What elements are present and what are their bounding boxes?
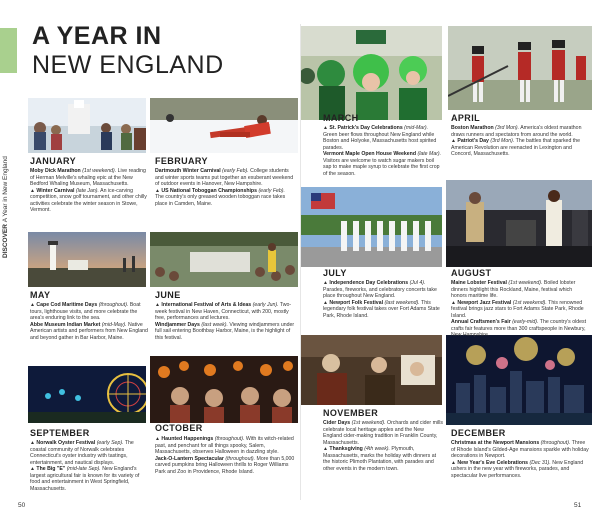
triangle-icon: ▲	[30, 302, 35, 308]
event-entry: Cider Days (1st weekend). Orchards and cider mills celebrate local heritage apples and the New England cider-making tradition in Franklin County, Massachusetts.	[323, 420, 443, 446]
september-heading: SEPTEMBER	[30, 428, 90, 438]
triangle-icon: ▲	[30, 466, 35, 472]
march-heading: MARCH	[323, 113, 359, 123]
event-entry: Vermont Maple Open House Weekend (late Mar). Visitors are welcome to watch sugar makers boil sap to make maple syrup to celebrate the first crop of the season.	[323, 151, 442, 177]
december-photo	[446, 335, 592, 425]
december-heading: DECEMBER	[451, 428, 506, 438]
january-heading: JANUARY	[30, 156, 76, 166]
triangle-icon: ▲	[323, 125, 328, 131]
triangle-icon: ▲	[155, 436, 160, 442]
event-entry: ▲ St. Patrick's Day Celebrations (mid-Mar). Green beer flows throughout New England while Boston and Holyoke, Massachusetts host spirited parades.	[323, 125, 437, 151]
spine-label-rest: A Year in New England	[2, 156, 9, 223]
event-entry: ▲ Newport Folk Festival (last weekend). This legendary folk festival takes over Fort Adams State Park, Rhode Island.	[323, 299, 440, 319]
november-events	[323, 420, 443, 472]
march-events	[323, 125, 443, 177]
triangle-icon: ▲	[323, 299, 328, 306]
july-photo	[301, 187, 442, 267]
june-photo	[150, 232, 298, 287]
event-entry: Boston Marathon (3rd Mon). America's oldest marathon draws runners and spectators from around the world.	[451, 125, 582, 138]
triangle-icon: ▲	[30, 187, 35, 194]
spine-tab	[0, 28, 17, 73]
event-entry: ▲ The Big "E" (mid-late Sep). New England's largest agricultural fair is known for its variety of food and entertainment in West Springfield, Massachusetts.	[30, 466, 140, 492]
august-events	[451, 280, 589, 339]
event-entry: Windjammer Days (last week). Viewing windjammers under full sail entering Boothbay Harbor, Maine, is the highlight of this festival.	[155, 321, 295, 341]
event-entry: ▲ US National Toboggan Championships (early Feb). The country's only greased wooden toboggan race takes place in Camden, Maine.	[155, 187, 286, 207]
event-entry: ▲ Thanksgiving (4th week). Plymouth, Massachusetts, marks the holiday with dinners at the historic Plimoth Plantation, with parades and other events in the modern town.	[323, 446, 437, 472]
title-line-1: A YEAR IN	[32, 22, 162, 50]
october-heading: OCTOBER	[155, 423, 203, 433]
triangle-icon: ▲	[451, 299, 456, 306]
event-entry: Annual Craftsmen's Fair (early-mid). The country's oldest crafts fair features more than 300 craftspeople in Newbury, New Hampshire.	[451, 319, 587, 338]
event-entry: Abbe Museum Indian Market (mid-May). Native American artists and performers from New England and beyond gather in Bar Harbor, Maine.	[30, 321, 148, 341]
august-photo	[446, 180, 592, 267]
march-photo	[301, 26, 442, 120]
may-photo	[28, 232, 146, 287]
september-photo	[28, 366, 146, 423]
may-heading: MAY	[30, 290, 51, 300]
june-heading: JUNE	[155, 290, 181, 300]
event-entry: ▲ Independence Day Celebrations (Jul 4). Parades, fireworks, and celebratory concerts take place throughout New England.	[323, 280, 437, 299]
february-events	[155, 168, 295, 207]
october-photo	[150, 356, 298, 423]
triangle-icon: ▲	[30, 440, 35, 446]
event-entry: Jack-O-Lantern Spectacular (throughout). More than 5,000 carved pumpkins bring Halloween thrills to Roger Williams Park and Zoo in Providence, Rhode Island.	[155, 455, 295, 475]
september-events	[30, 440, 148, 492]
event-entry: ▲ Patriot's Day (3rd Mon). The battles that sparked the American Revolution are reenacted in Lexington and Concord, Massachusetts.	[451, 138, 580, 157]
august-heading: AUGUST	[451, 268, 492, 278]
event-entry: ▲ Norwalk Oyster Festival (early Sep). The coastal community of Norwalk celebrates Connecticut's oyster industry with tastings, entertainment, and nautical displays.	[30, 440, 134, 466]
event-entry: ▲ Haunted Happenings (throughout). With its witch-related past, and penchant for all things spooky, Salem, Massachusetts, observes Halloween in dazzling style.	[155, 436, 294, 455]
april-photo	[448, 26, 592, 110]
event-entry: ▲ International Festival of Arts & Ideas (early Jun). Two-week festival in New Haven, Connecticut, with 200, mostly free, performances and lectures.	[155, 302, 292, 321]
july-heading: JULY	[323, 268, 347, 278]
event-entry: ▲ Winter Carnival (late Jan). An ice-carving competition, snow golf tournament, and other chilly activities celebrate the winter season in Stowe, Vermont.	[30, 187, 147, 213]
april-events	[451, 125, 589, 158]
january-photo	[28, 98, 146, 153]
december-events	[451, 440, 589, 479]
triangle-icon: ▲	[451, 459, 456, 466]
may-events	[30, 302, 148, 341]
event-entry: Christmas at the Newport Mansions (throughout). Three of Rhode Island's Gilded-Age mansions sparkle with holiday decorations in Newport.	[451, 440, 589, 459]
june-events	[155, 302, 295, 341]
triangle-icon: ▲	[323, 446, 328, 452]
spine	[0, 28, 17, 498]
page-title	[32, 22, 292, 80]
event-entry: ▲ New Year's Eve Celebrations (Dec 31). New England ushers in the new year with fireworks, parades, and spectacular live performances.	[451, 459, 584, 479]
november-heading: NOVEMBER	[323, 408, 379, 418]
page-number-left: 50	[18, 502, 26, 509]
spine-label	[2, 88, 15, 258]
november-photo	[301, 335, 442, 405]
february-photo	[150, 98, 298, 153]
triangle-icon: ▲	[323, 280, 328, 286]
january-events	[30, 168, 148, 214]
event-entry: ▲ Newport Jazz Festival (1st weekend). This renowned festival brings jazz stars to Fort Adams State Park, Rhode Island.	[451, 299, 584, 319]
title-line-2: NEW ENGLAND	[32, 51, 224, 79]
february-heading: FEBRUARY	[155, 156, 208, 166]
spine-label-bold: DISCOVER	[2, 224, 9, 258]
july-events	[323, 280, 443, 319]
triangle-icon: ▲	[155, 302, 160, 308]
april-heading: APRIL	[451, 113, 480, 123]
event-entry: Moby Dick Marathon (1st weekend). Live reading of Herman Melville's whaling epic at the New Bedford Whaling Museum, Massachusetts.	[30, 168, 146, 187]
page-number-right: 51	[574, 502, 582, 509]
october-events	[155, 436, 295, 475]
triangle-icon: ▲	[155, 187, 160, 194]
triangle-icon: ▲	[451, 138, 456, 144]
event-entry: Dartmouth Winter Carnival (early Feb). College students and winter sports teams put together an exuberant weekend of outdoor events in Hanover, New Hampshire.	[155, 168, 294, 187]
event-entry: ▲ Cape Cod Maritime Days (throughout). Boat tours, lighthouse visits, and more celebrate the area's enduring link to the sea.	[30, 302, 141, 321]
event-entry: Maine Lobster Festival (1st weekend). Boiled lobster dinners highlight this Rockland, Maine, festival which honors maritime life.	[451, 280, 576, 299]
